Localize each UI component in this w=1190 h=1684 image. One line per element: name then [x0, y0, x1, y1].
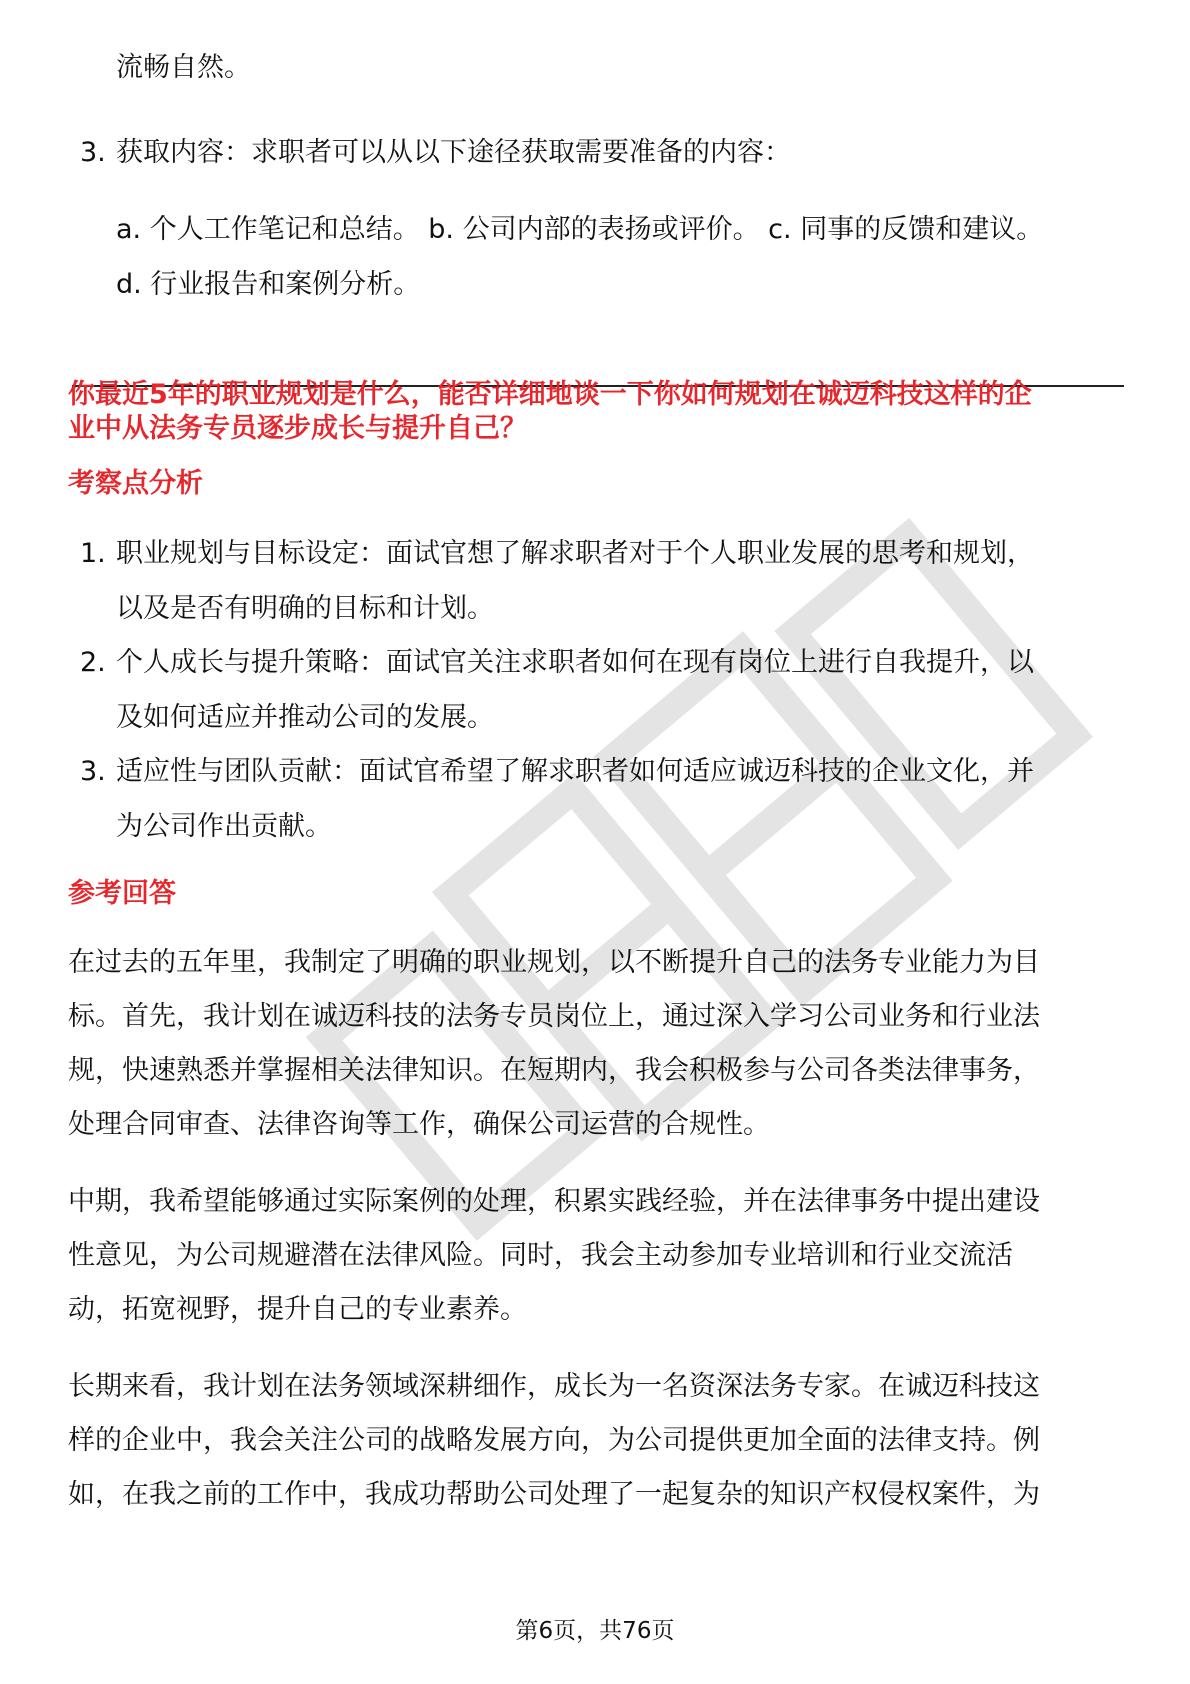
- list-number: 3.: [80, 137, 106, 168]
- list-sub-line: a. 个人工作笔记和总结。 b. 公司内部的表扬或评价。 c. 同事的反馈和建议。: [116, 214, 1044, 245]
- list-number: 1.: [80, 538, 106, 569]
- answer-paragraph-line: 长期来看，我计划在法务领域深耕细作，成长为一名资深法务专家。在诚迈科技这: [68, 1371, 1040, 1402]
- list-item-text: 个人成长与提升策略：面试官关注求职者如何在现有岗位上进行自我提升，以: [116, 647, 1034, 678]
- answer-paragraph-line: 在过去的五年里，我制定了明确的职业规划，以不断提升自己的法务专业能力为目: [68, 947, 1040, 978]
- answer-paragraph-line: 规，快速熟悉并掌握相关法律知识。在短期内，我会积极参与公司各类法律事务，: [68, 1055, 1040, 1086]
- list-item-text: 获取内容：求职者可以从以下途径获取需要准备的内容：: [116, 137, 791, 168]
- intro-tail-text: 流畅自然。: [116, 52, 251, 83]
- list-sub-line: d. 行业报告和案例分析。: [116, 269, 421, 300]
- list-item-text: 职业规划与目标设定：面试官想了解求职者对于个人职业发展的思考和规划，: [116, 538, 1034, 569]
- list-item-text: 及如何适应并推动公司的发展。: [116, 702, 494, 733]
- list-item-text: 适应性与团队贡献：面试官希望了解求职者如何适应诚迈科技的企业文化，并: [116, 756, 1034, 787]
- list-number: 2.: [80, 647, 106, 678]
- list-number: 3.: [80, 756, 106, 787]
- answer-paragraph-line: 样的企业中，我会关注公司的战略发展方向，为公司提供更加全面的法律支持。例: [68, 1425, 1040, 1456]
- answer-heading: 参考回答: [68, 878, 176, 909]
- list-item-text: 以及是否有明确的目标和计划。: [116, 593, 494, 624]
- answer-paragraph-line: 动，拓宽视野，提升自己的专业素养。: [68, 1294, 527, 1325]
- list-item-text: 为公司作出贡献。: [116, 811, 332, 842]
- analysis-heading: 考察点分析: [68, 468, 203, 499]
- answer-paragraph-line: 如，在我之前的工作中，我成功帮助公司处理了一起复杂的知识产权侵权案件，为: [68, 1479, 1040, 1510]
- answer-paragraph-line: 性意见，为公司规避潜在法律风险。同时，我会主动参加专业培训和行业交流活: [68, 1240, 1013, 1271]
- answer-paragraph-line: 处理合同审查、法律咨询等工作，确保公司运营的合规性。: [68, 1109, 770, 1140]
- answer-paragraph-line: 中期，我希望能够通过实际案例的处理，积累实践经验，并在法律事务中提出建设: [68, 1186, 1040, 1217]
- page-footer: 第6页，共76页: [515, 1618, 675, 1644]
- question-heading-line: 业中从法务专员逐步成长与提升自己？: [68, 413, 527, 444]
- answer-paragraph-line: 标。首先，我计划在诚迈科技的法务专员岗位上，通过深入学习公司业务和行业法: [68, 1001, 1040, 1032]
- question-heading-line: 你最近5年的职业规划是什么，能否详细地谈一下你如何规划在诚迈科技这样的企: [68, 379, 1032, 410]
